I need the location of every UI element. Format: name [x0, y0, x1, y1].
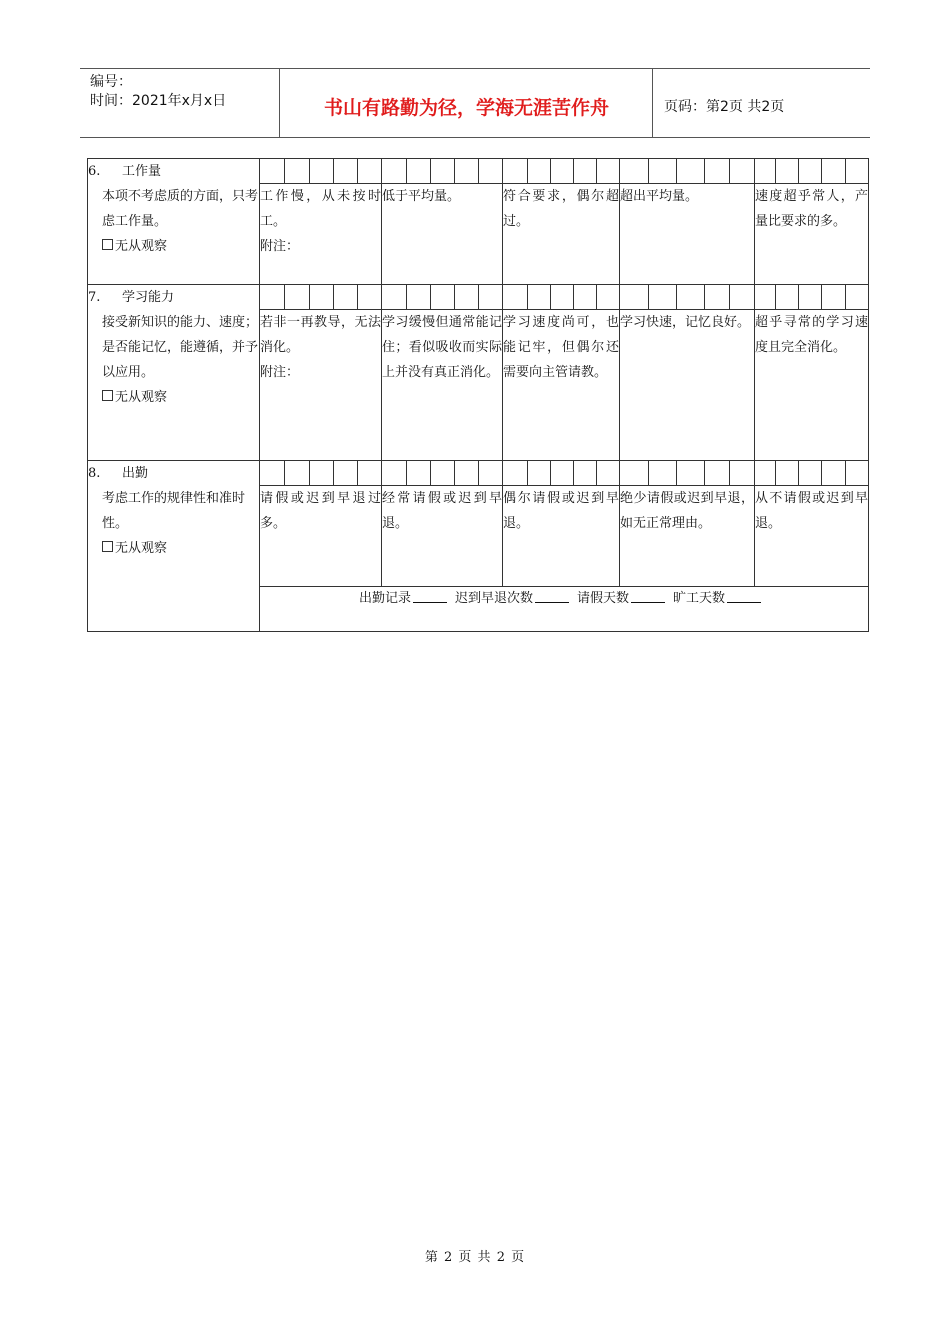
rating-box[interactable] — [431, 159, 455, 184]
rating-box[interactable] — [649, 159, 677, 184]
level-text: 绝少请假或迟到早退，如无正常理由。 — [620, 491, 754, 531]
item-cell — [88, 285, 260, 461]
rating-box[interactable] — [503, 285, 528, 310]
level-description — [620, 184, 755, 285]
level-description — [382, 310, 503, 461]
attendance-record-blank[interactable] — [413, 590, 447, 603]
level-text: 经常请假或迟到早退。 — [382, 491, 502, 531]
header-motto: 书山有路勤为径，学海无涯苦作舟 — [281, 69, 653, 137]
level-description — [260, 486, 382, 587]
attendance-late-blank[interactable] — [535, 590, 569, 603]
item-description: 本项不考虑质的方面，只考虑工作量。 — [102, 189, 259, 229]
rating-box[interactable] — [455, 285, 479, 310]
rating-box[interactable] — [705, 159, 730, 184]
rating-box[interactable] — [551, 159, 574, 184]
level-description — [755, 486, 869, 587]
rating-box[interactable] — [528, 159, 551, 184]
level-text: 超出平均量。 — [620, 189, 699, 204]
level-text: 偶尔请假或迟到早退。 — [503, 491, 619, 531]
rating-box[interactable] — [799, 285, 822, 310]
rating-box[interactable] — [755, 159, 776, 184]
item-number: 6. — [88, 164, 101, 179]
rating-box[interactable] — [455, 159, 479, 184]
rating-box[interactable] — [431, 285, 455, 310]
level-description — [620, 486, 755, 587]
no-observe-checkbox[interactable] — [102, 239, 113, 250]
rating-box[interactable] — [822, 159, 846, 184]
rating-box[interactable] — [620, 461, 649, 486]
attendance-summary — [260, 587, 869, 632]
rating-box[interactable] — [310, 461, 334, 486]
rating-box[interactable] — [776, 285, 799, 310]
rating-box[interactable] — [285, 159, 310, 184]
header-meta — [80, 69, 280, 137]
rating-box[interactable] — [310, 285, 334, 310]
item-cell — [88, 159, 260, 285]
attendance-leave-label: 请假天数 — [577, 591, 630, 606]
rating-box[interactable] — [574, 461, 597, 486]
level-text: 学习速度尚可，也能记牢，但偶尔还需要向主管请教。 — [503, 315, 619, 380]
rating-box[interactable] — [260, 159, 285, 184]
attendance-record-label: 出勤记录 — [358, 591, 411, 606]
item-description: 考虑工作的规律性和准时性。 — [102, 491, 246, 531]
attendance-leave-blank[interactable] — [631, 590, 665, 603]
level-text: 速度超乎常人，产量比要求的多。 — [755, 189, 868, 229]
level-text: 学习缓慢但通常能记住；看似吸收而实际上并没有真正消化。 — [382, 315, 502, 380]
level-description — [382, 184, 503, 285]
rating-box[interactable] — [799, 461, 822, 486]
rating-box[interactable] — [597, 159, 620, 184]
rating-box[interactable] — [334, 461, 358, 486]
rating-box[interactable] — [382, 159, 407, 184]
level-text: 从不请假或迟到早退。 — [755, 491, 868, 531]
attendance-absent-label: 旷工天数 — [673, 591, 726, 606]
evaluation-table — [87, 158, 869, 632]
level-text: 学习快速，记忆良好。 — [620, 315, 751, 330]
rating-box[interactable] — [260, 461, 285, 486]
rating-box[interactable] — [528, 461, 551, 486]
rating-box[interactable] — [620, 159, 649, 184]
level-text: 符合要求，偶尔超过。 — [503, 189, 619, 229]
level-description — [503, 486, 620, 587]
no-observe-option[interactable] — [88, 234, 259, 259]
rating-box[interactable] — [407, 285, 431, 310]
item-title: 出勤 — [122, 466, 149, 481]
no-observe-label: 无从观察 — [115, 541, 168, 556]
rating-box[interactable] — [755, 285, 776, 310]
rating-box[interactable] — [382, 461, 407, 486]
empty-cell — [88, 587, 260, 632]
level-description — [503, 184, 620, 285]
item-description: 接受新知识的能力、速度；是否能记忆，能遵循，并予以应用。 — [102, 315, 259, 380]
rating-box[interactable] — [677, 461, 705, 486]
rating-box[interactable] — [407, 159, 431, 184]
note-label: 附注： — [260, 365, 300, 380]
rating-box[interactable] — [574, 285, 597, 310]
rating-box[interactable] — [649, 285, 677, 310]
rating-box[interactable] — [846, 461, 869, 486]
rating-box[interactable] — [574, 159, 597, 184]
rating-box[interactable] — [382, 285, 407, 310]
rating-box[interactable] — [620, 285, 649, 310]
attendance-absent-blank[interactable] — [727, 590, 761, 603]
header-page-info: 页码：第2页 共2页 — [664, 99, 785, 115]
rating-box[interactable] — [846, 285, 869, 310]
level-description — [620, 310, 755, 461]
rating-box[interactable] — [776, 159, 799, 184]
no-observe-option[interactable] — [88, 536, 259, 561]
level-description — [755, 184, 869, 285]
rating-box[interactable] — [799, 159, 822, 184]
rating-box-row — [88, 461, 869, 486]
item-heading — [88, 461, 259, 486]
note-label: 附注： — [260, 239, 300, 254]
rating-box[interactable] — [334, 159, 358, 184]
rating-box[interactable] — [358, 285, 382, 310]
rating-box[interactable] — [705, 461, 730, 486]
rating-box[interactable] — [479, 159, 503, 184]
level-text: 请假或迟到早退过多。 — [260, 491, 381, 531]
rating-box[interactable] — [730, 285, 755, 310]
rating-box[interactable] — [479, 285, 503, 310]
rating-box[interactable] — [551, 461, 574, 486]
no-observe-checkbox[interactable] — [102, 390, 113, 401]
item-heading — [88, 285, 259, 310]
item-number: 8. — [88, 466, 101, 481]
level-text: 若非一再教导，无法消化。 — [260, 315, 381, 355]
rating-box[interactable] — [597, 461, 620, 486]
level-text: 低于平均量。 — [382, 189, 461, 204]
no-observe-label: 无从观察 — [115, 239, 168, 254]
rating-box[interactable] — [597, 285, 620, 310]
rating-box[interactable] — [431, 461, 455, 486]
rating-box[interactable] — [334, 285, 358, 310]
document-header — [80, 68, 870, 138]
rating-box[interactable] — [776, 461, 799, 486]
rating-box[interactable] — [846, 159, 869, 184]
no-observe-option[interactable] — [88, 385, 259, 410]
no-observe-checkbox[interactable] — [102, 541, 113, 552]
level-description — [382, 486, 503, 587]
rating-box[interactable] — [455, 461, 479, 486]
rating-box[interactable] — [358, 159, 382, 184]
level-description — [503, 310, 620, 461]
rating-box[interactable] — [479, 461, 503, 486]
rating-box[interactable] — [260, 285, 285, 310]
rating-box[interactable] — [285, 285, 310, 310]
rating-box[interactable] — [822, 461, 846, 486]
rating-box[interactable] — [730, 159, 755, 184]
rating-box[interactable] — [755, 461, 776, 486]
item-number: 7. — [88, 290, 101, 305]
level-description — [260, 310, 382, 461]
rating-box[interactable] — [503, 461, 528, 486]
no-observe-label: 无从观察 — [115, 390, 168, 405]
level-description — [755, 310, 869, 461]
rating-box[interactable] — [551, 285, 574, 310]
rating-box[interactable] — [358, 461, 382, 486]
rating-box[interactable] — [822, 285, 846, 310]
rating-box-row — [88, 159, 869, 184]
rating-box[interactable] — [677, 159, 705, 184]
rating-box[interactable] — [310, 159, 334, 184]
rating-box[interactable] — [503, 159, 528, 184]
date-label: 时间：2021年x月x日 — [90, 93, 227, 109]
rating-box[interactable] — [407, 461, 431, 486]
page-footer: 第 2 页 共 2 页 — [424, 1250, 526, 1265]
attendance-late-label: 迟到早退次数 — [454, 591, 533, 606]
rating-box[interactable] — [677, 285, 705, 310]
item-heading — [88, 159, 259, 184]
rating-box-row — [88, 285, 869, 310]
item-cell — [88, 461, 260, 587]
level-text: 超乎寻常的学习速度且完全消化。 — [755, 315, 868, 355]
rating-box[interactable] — [528, 285, 551, 310]
rating-box[interactable] — [649, 461, 677, 486]
rating-box[interactable] — [285, 461, 310, 486]
rating-box[interactable] — [730, 461, 755, 486]
rating-box[interactable] — [705, 285, 730, 310]
item-title: 工作量 — [122, 164, 162, 179]
level-description — [260, 184, 382, 285]
level-text: 工作慢，从未按时工。 — [260, 189, 381, 229]
attendance-summary-row — [88, 587, 869, 632]
serial-label: 编号： — [90, 74, 132, 90]
item-title: 学习能力 — [122, 290, 175, 305]
